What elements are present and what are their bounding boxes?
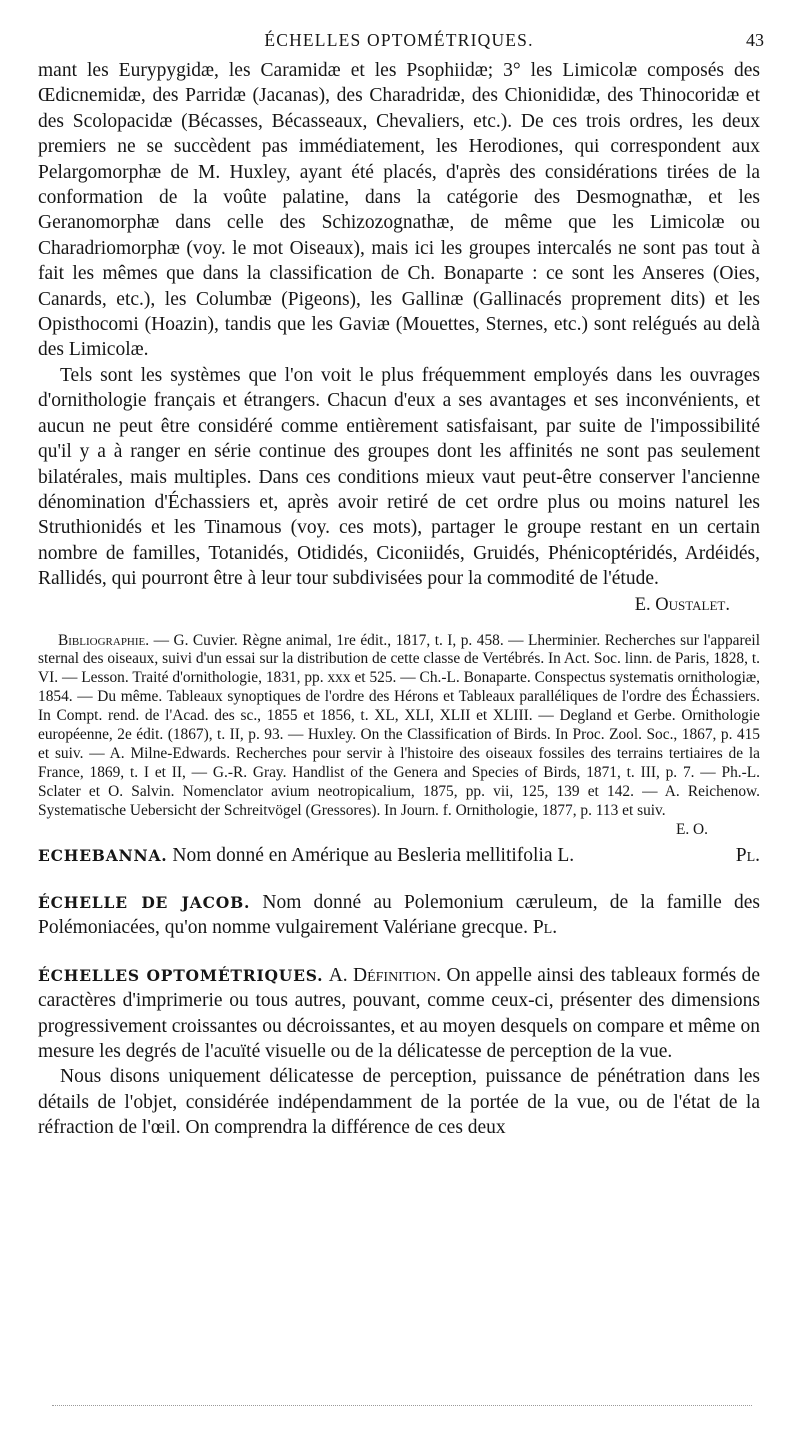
entry-echelles-optometriques [38, 963, 760, 1065]
entry-signature: Pl. [532, 917, 558, 939]
running-title: ÉCHELLES OPTOMÉTRIQUES. [264, 30, 534, 50]
author-signature: E. Oustalet. [634, 594, 730, 615]
page-number: 43 [746, 30, 764, 50]
last-paragraph: Nous disons uniquement délicatesse de perception, puissance de pénétration dans les détails de l'objet, considérée indépendamment de la portée de la vue, ou de l'état de la réfraction de l'œil. On comprendra la différence de ces deux [38, 1066, 760, 1139]
entry-echebanna [38, 843, 760, 868]
entry-headword: ECHEBANNA. [38, 845, 168, 865]
entry-headword: ÉCHELLES OPTOMÉTRIQUES. [38, 965, 324, 985]
entry-signature: Pl. [735, 844, 760, 866]
bibliography [38, 631, 760, 838]
running-head [38, 30, 764, 58]
entry-text: Nom donné en Amérique au Besleria mellitifolia L. [172, 844, 575, 866]
entry-section-label: A. Définition. [328, 964, 442, 986]
entry-text: On appelle ainsi des tableaux formés de caractères d'imprimerie ou tous autres, pouvant, comme ceux-ci, présenter des dimensions progressivement croissantes ou décroissantes, et au moyen desquels on compare et même on mesure les degrés de l'acuïté visuelle ou de la délicatesse de perception de la vue. [38, 964, 761, 1063]
bibliography-signature: E. O. [675, 820, 708, 838]
entry-echelle-de-jacob [38, 890, 760, 941]
page-bottom-rule [52, 1405, 752, 1408]
page [38, 0, 764, 1141]
entry-headword: ÉCHELLE DE JACOB. [38, 893, 251, 912]
bibliography-text: — G. Cuvier. Règne animal, 1re édit., 1817, t. I, p. 458. — Lherminier. Recherches sur l'appareil sternal des oiseaux, suivi d'un essai sur la distribution de cette classe de Vertébrés. In Act. Soc. linn. de Paris, 1828, t. VI. — Lesson. Traité d'ornithologie, 1831, pp. xxx et 525. — Ch.-L. Bonaparte. Conspectus systematis ornithologiæ, 1854. — Du même. Tableaux synoptiques de l'ordre des Hérons et Tableaux paralléliques de l'ordre des Échassiers. In Compt. rend. de l'Acad. des sc., 1855 et 1856, t. XL, XLI, XLII et XLIII. — Degland et Gerbe. Ornithologie européenne, 2e édit. (1867), t. II, p. 93. — Huxley. On the Classification of Birds. In Proc. Zool. Soc., 1867, p. 415 et suiv. — A. Milne-Edwards. Recherches pour servir à l'histoire des oiseaux fossiles des terrains tertiaires de la France, 1869, t. I et II, — G.-R. Gray. Handlist of the Genera and Species of Birds, 1871, t. III, p. 7. — Ph.-L. Sclater et O. Salvin. Nomenclator avium neotropicalium, 1875, pp. vii, 125, 139 et 142. — A. Reichenow. Systematische Uebersicht der Schreitvögel (Gressores). In Journ. f. Ornithologie, 1877, p. 113 et suiv. [38, 631, 760, 819]
bibliography-label: Bibliographie. [58, 631, 150, 649]
entry-text: Nom donné au Polemonium cæruleum, de la famille des Polémoniacées, qu'on nomme vulgairement Valériane grecque. [38, 892, 760, 939]
continuation-paragraph: mant les Eurypygidæ, les Caramidæ et les Psophiidæ; 3° les Limicolæ composés des Œdicnemidæ, des Parridæ (Jacanas), des Charadridæ, des Chionididæ, des Thinocoridæ et des Scolopacidæ (Bécasses, Bécasseaux, Chevaliers, etc.). De ces trois ordres, les deux premiers ne se succèdent pas immédiatement, les Herodiones, qui correspondent aux Pelargomorphæ de M. Huxley, ayant été placés, d'après des considérations tirées de la conformation de la voûte palatine, dans la catégorie des Desmognathæ, et les Geranomorphæ dans celle des Schizozognathæ, de même que les Limicolæ ou Charadriomorphæ (voy. le mot Oiseaux), mais ici les groupes intercalés ne sont pas tout à fait les mêmes que dans la classification de Ch. Bonaparte : ce sont les Anseres (Oies, Canards, etc.), les Columbæ (Pigeons), les Gallinæ (Gallinacés proprement dits) et les Opisthocomi (Hoazin), tandis que les Gaviæ (Mouettes, Sternes, etc.) sont relégués au delà des Limicolæ. [38, 60, 760, 361]
systems-paragraph: Tels sont les systèmes que l'on voit le plus fréquemment employés dans les ouvrages d'ornithologie français et étrangers. Chacun d'eux a ses avantages et ses inconvénients, et aucun ne peut être considéré comme entièrement satisfaisant, par suite de l'impossibilité qu'il y a à ranger en série continue des groupes dont les affinités ne sont pas seulement bilatérales, mais multiples. Dans ces conditions mieux vaut peut-être conserver l'ancienne dénomination d'Échassiers et, après avoir retiré de cet ordre plus ou moins naturel les Struthionidés et les Tinamous (voy. ces mots), partager le groupe restant en un certain nombre de familles, Totanidés, Otididés, Ciconiidés, Gruidés, Phénicoptéridés, Ardéidés, Rallidés, qui pourront être à leur tour subdivisées pour la commodité de l'étude. [38, 364, 760, 590]
